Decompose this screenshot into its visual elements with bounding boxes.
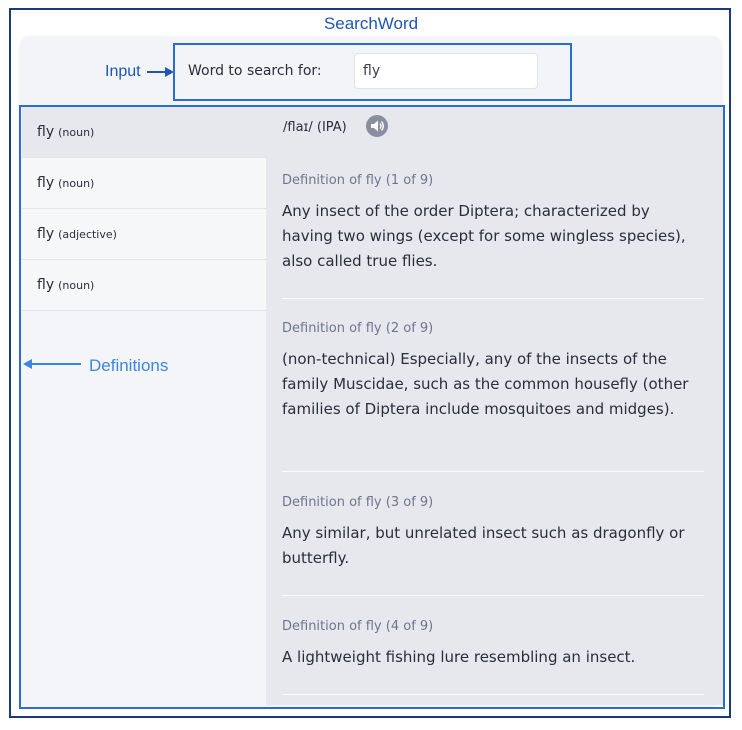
definition-text: A lightweight fishing lure resembling an insect. xyxy=(282,648,636,666)
result-word: fly xyxy=(37,175,55,191)
pronunciation: /flaɪ/ (IPA) xyxy=(283,120,347,135)
search-label: Word to search for: xyxy=(188,63,322,79)
definition-header: Definition of fly (2 of 9) xyxy=(282,321,434,336)
app-title: SearchWord xyxy=(323,14,419,33)
annotation-definitions-label: Definitions xyxy=(89,356,169,375)
annotation-arrow-right-icon xyxy=(147,66,175,78)
result-pos: (noun) xyxy=(58,279,95,292)
result-pos: (adjective) xyxy=(58,228,117,241)
search-input[interactable] xyxy=(354,53,538,89)
result-pos: (noun) xyxy=(58,126,95,139)
result-word: fly xyxy=(37,277,55,293)
annotation-input-label: Input xyxy=(105,63,141,80)
definition-text: Any similar, but unrelated insect such as dragonfly or butterfly. xyxy=(282,524,685,567)
result-word: fly xyxy=(37,124,55,140)
definition-text: Any insect of the order Diptera; characterized by having two wings (except for some wingless species), also called true flies. xyxy=(282,202,686,270)
definition-text: (non-technical) Especially, any of the insects of the family Muscidae, such as the common housefly (other families of Diptera include mosquitoes and midges). xyxy=(282,350,689,418)
definition-header: Definition of fly (4 of 9) xyxy=(282,619,434,634)
definition-header: Definition of fly (3 of 9) xyxy=(282,495,434,510)
result-pos: (noun) xyxy=(58,177,95,190)
annotation-definitions-box xyxy=(19,105,725,709)
definition-header: Definition of fly (1 of 9) xyxy=(282,173,434,188)
result-word: fly xyxy=(37,226,55,242)
